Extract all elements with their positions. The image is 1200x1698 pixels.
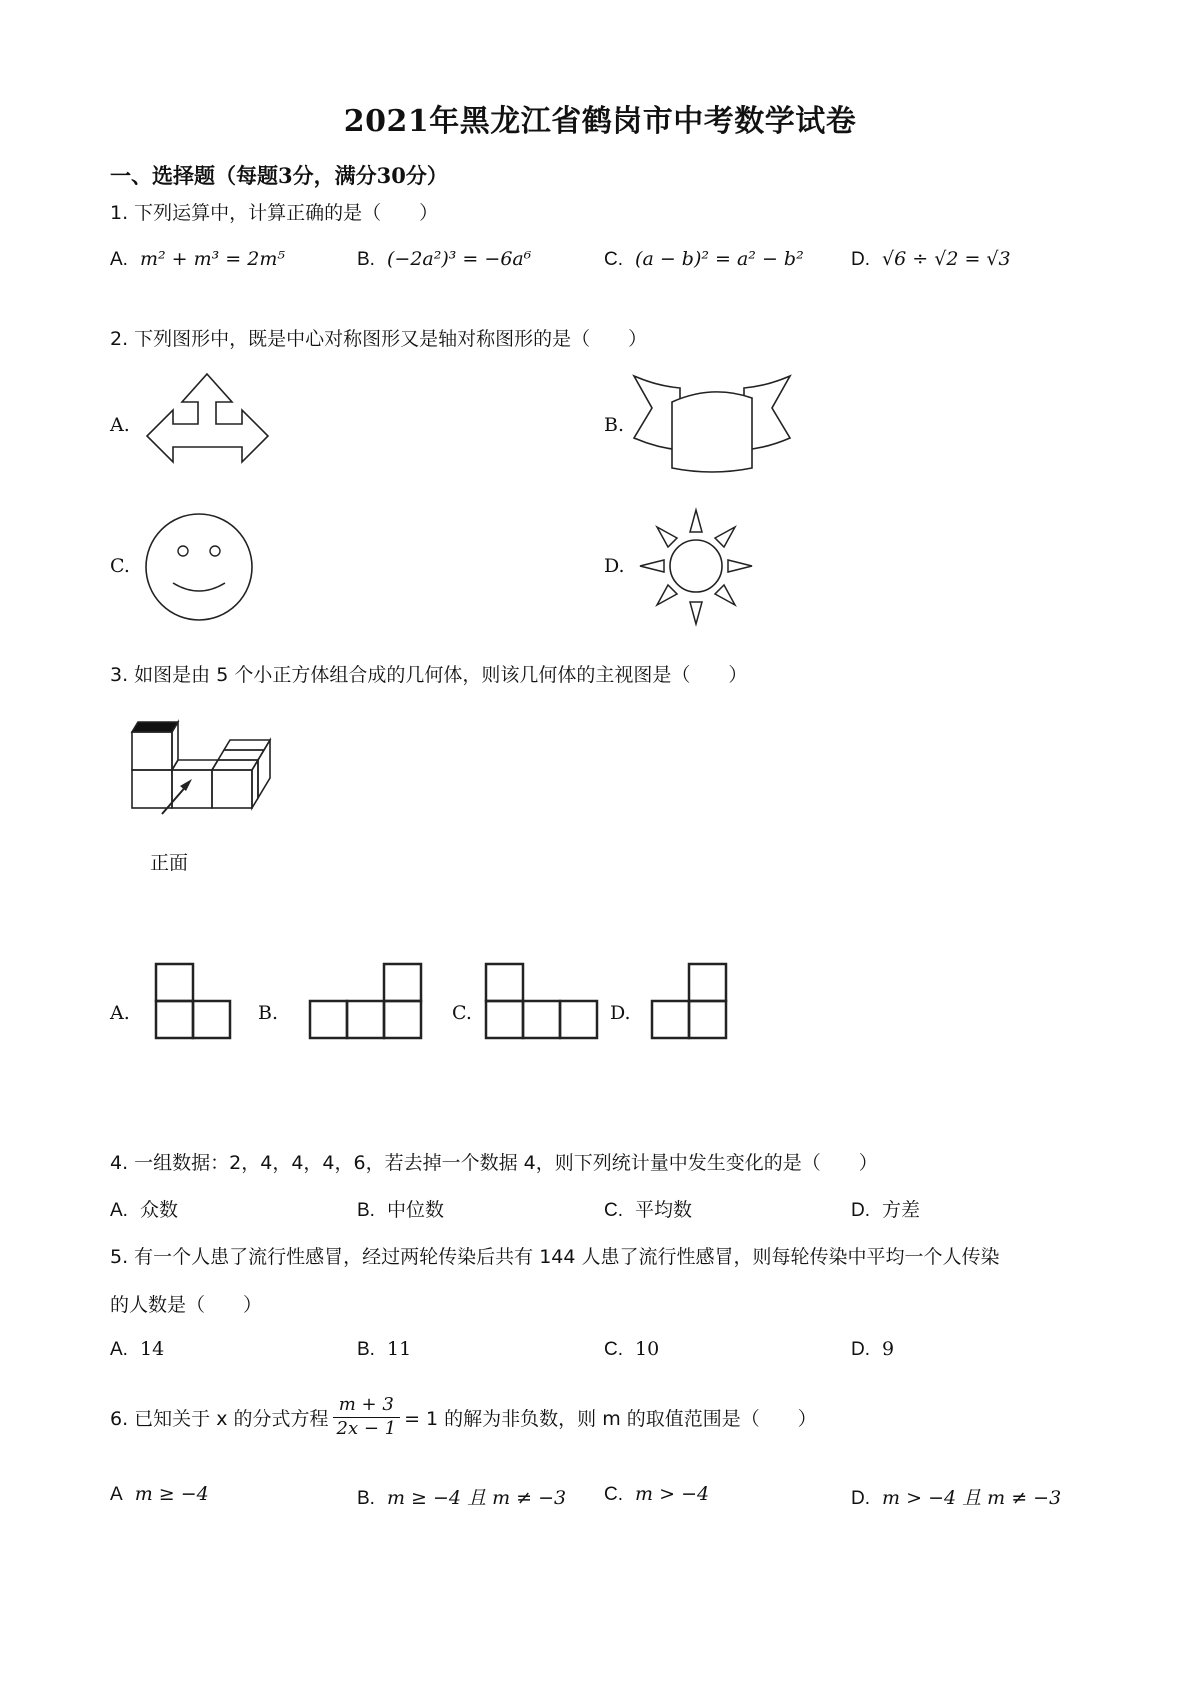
page-title: 2021年黑龙江省鹤岗市中考数学试卷 xyxy=(343,104,857,139)
option-text: m ≥ −4 且 m ≠ −3 xyxy=(387,1487,567,1509)
option-label: B. xyxy=(357,249,375,270)
front-view-option-a xyxy=(152,960,234,1046)
option-label: D. xyxy=(851,1339,870,1360)
option-text: m > −4 xyxy=(635,1483,710,1505)
q2-option-c-label[interactable]: C. xyxy=(110,555,130,577)
option-text: 14 xyxy=(140,1338,165,1360)
q1-option-c[interactable] xyxy=(604,248,804,271)
q4-option-d[interactable] xyxy=(851,1195,920,1222)
q3-option-a-label[interactable]: A. xyxy=(110,1002,130,1024)
option-text: 11 xyxy=(387,1338,412,1360)
q1-option-b[interactable] xyxy=(357,248,531,271)
q2-option-d-label[interactable]: D. xyxy=(604,555,625,577)
question-5-stem-line-2: 的人数是（ ） xyxy=(110,1294,263,1316)
option-text: 平均数 xyxy=(635,1199,693,1221)
q1-option-a[interactable] xyxy=(110,248,285,271)
option-label: D. xyxy=(851,1200,870,1221)
option-text: m² + m³ = 2m⁵ xyxy=(140,248,285,270)
option-text: 众数 xyxy=(140,1199,179,1221)
q6-option-c[interactable] xyxy=(604,1483,709,1506)
option-text: 9 xyxy=(882,1338,895,1360)
option-label: A. xyxy=(110,249,128,270)
q4-option-c[interactable] xyxy=(604,1195,692,1222)
q5-option-a[interactable] xyxy=(110,1338,164,1361)
q5-option-c[interactable] xyxy=(604,1338,659,1361)
option-label: C. xyxy=(604,1339,623,1360)
question-5-stem-line-1: 5. 有一个人患了流行性感冒，经过两轮传染后共有 144 人患了流行性感冒，则每轮传染中平均一个人传染 xyxy=(110,1246,1000,1268)
q4-option-b[interactable] xyxy=(357,1195,444,1222)
option-label: A. xyxy=(110,1200,128,1221)
question-6-stem-suffix: = 1 的解为非负数，则 m 的取值范围是（ ） xyxy=(404,1407,817,1430)
ribbon-figure xyxy=(632,372,792,474)
option-label: C. xyxy=(604,1484,623,1505)
option-text: (−2a²)³ = −6a⁶ xyxy=(387,248,532,270)
question-2-stem: 2. 下列图形中，既是中心对称图形又是轴对称图形的是（ ） xyxy=(110,328,648,350)
front-view-option-c xyxy=(482,960,602,1046)
q3-option-b-label[interactable]: B. xyxy=(258,1002,279,1024)
option-text: 方差 xyxy=(882,1199,921,1221)
option-text: m > −4 且 m ≠ −3 xyxy=(882,1487,1062,1509)
option-text: m ≥ −4 xyxy=(134,1483,209,1505)
option-label: D. xyxy=(851,1488,870,1509)
q4-option-a[interactable] xyxy=(110,1195,178,1222)
smiley-face-figure xyxy=(143,511,255,623)
section-heading: 一、选择题（每题3分，满分30分） xyxy=(110,163,448,188)
front-view-option-b xyxy=(306,960,426,1046)
sun-figure xyxy=(636,506,756,628)
front-view-label: 正面 xyxy=(150,852,189,874)
q3-option-c-label[interactable]: C. xyxy=(452,1002,472,1024)
option-label: D. xyxy=(851,249,870,270)
option-text: (a − b)² = a² − b² xyxy=(635,248,804,270)
question-6-stem-prefix: 6. 已知关于 x 的分式方程 xyxy=(110,1407,329,1430)
q1-option-d[interactable] xyxy=(851,248,1011,271)
cube-solid-figure xyxy=(126,718,288,818)
q5-option-d[interactable] xyxy=(851,1338,894,1361)
q6-option-d[interactable] xyxy=(851,1483,1061,1510)
question-6-stem xyxy=(110,1394,817,1440)
fraction-denominator: 2x − 1 xyxy=(336,1417,397,1439)
option-text: √6 ÷ √2 = √3 xyxy=(882,248,1011,270)
arrows-figure xyxy=(145,372,270,479)
q6-option-a[interactable] xyxy=(110,1483,209,1506)
q2-option-b-label[interactable]: B. xyxy=(604,414,625,436)
q5-option-b[interactable] xyxy=(357,1338,411,1361)
q2-option-a-label[interactable]: A. xyxy=(110,414,130,436)
option-label: B. xyxy=(357,1339,375,1360)
option-label: C. xyxy=(604,249,623,270)
option-label: B. xyxy=(357,1488,375,1509)
front-view-option-d xyxy=(648,960,730,1046)
option-text: 10 xyxy=(635,1338,660,1360)
option-label: A xyxy=(110,1484,123,1505)
option-label: C. xyxy=(604,1200,623,1221)
option-text: 中位数 xyxy=(387,1199,445,1221)
q3-option-d-label[interactable]: D. xyxy=(610,1002,631,1024)
question-1-stem: 1. 下列运算中，计算正确的是（ ） xyxy=(110,202,439,224)
fraction-numerator: m + 3 xyxy=(333,1394,401,1418)
fraction xyxy=(333,1394,401,1440)
question-4-stem: 4. 一组数据：2，4，4，4，6，若去掉一个数据 4，则下列统计量中发生变化的是（ ） xyxy=(110,1152,878,1174)
option-label: B. xyxy=(357,1200,375,1221)
question-3-stem: 3. 如图是由 5 个小正方体组合成的几何体，则该几何体的主视图是（ ） xyxy=(110,664,748,686)
option-label: A. xyxy=(110,1339,128,1360)
q6-option-b[interactable] xyxy=(357,1483,566,1510)
